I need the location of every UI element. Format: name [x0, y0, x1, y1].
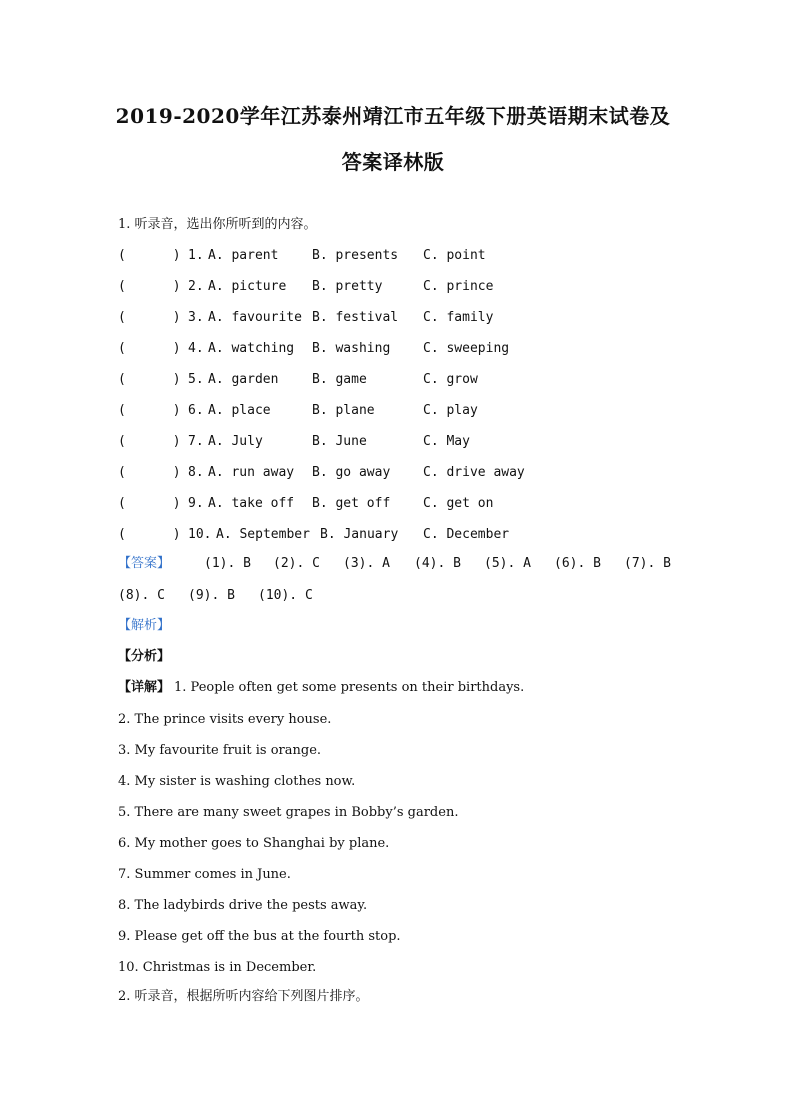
document-title-line-2: 答案译林版: [341, 150, 445, 174]
detail-sentence: 3. My favourite fruit is orange.: [118, 743, 322, 758]
option-b: B. festival: [312, 310, 399, 325]
detail-sentence: 4. My sister is washing clothes now.: [118, 774, 356, 789]
option-c: C. family: [423, 310, 494, 325]
detail-sentence: 10. Christmas is in December.: [118, 960, 317, 975]
answer-blank: ( ): [118, 434, 181, 449]
answer-blank: ( ): [118, 341, 181, 356]
detail-sentence: 8. The ladybirds drive the pests away.: [118, 898, 368, 913]
option-b: B. washing: [312, 341, 391, 356]
detail-sentence: 1. People often get some presents on their birthdays.: [174, 680, 525, 695]
item-number: 7.: [188, 434, 204, 449]
answer-item: (1). B: [204, 556, 251, 571]
fenxi-label: 【分析】: [118, 649, 171, 664]
analysis-label: 【解析】: [118, 618, 171, 633]
option-a: A. July: [208, 434, 263, 449]
option-a: A. place: [208, 403, 271, 418]
answer-blank: ( ): [118, 279, 181, 294]
option-a: A. garden: [208, 372, 279, 387]
detail-label: 【详解】: [118, 680, 171, 695]
option-c: C. May: [423, 434, 470, 449]
option-b: B. January: [320, 527, 399, 542]
option-a: A. picture: [208, 279, 287, 294]
question-2-heading: 2. 听录音，根据所听内容给下列图片排序。: [118, 989, 369, 1004]
answer-blank: ( ): [118, 372, 181, 387]
option-a: A. run away: [208, 465, 295, 480]
detail-sentence: 6. My mother goes to Shanghai by plane.: [118, 836, 390, 851]
detail-sentence: 5. There are many sweet grapes in Bobby’s garden.: [118, 805, 459, 820]
item-number: 4.: [188, 341, 204, 356]
option-c: C. December: [423, 527, 510, 542]
option-c: C. sweeping: [423, 341, 510, 356]
answer-item: (5). A: [484, 556, 531, 571]
detail-sentence: 2. The prince visits every house.: [118, 712, 332, 727]
item-number: 9.: [188, 496, 204, 511]
detail-sentence: 7. Summer comes in June.: [118, 867, 291, 882]
option-a: A. take off: [208, 496, 295, 511]
answer-item: (3). A: [343, 556, 390, 571]
document-title-line-1: 2019-2020学年江苏泰州靖江市五年级下册英语期末试卷及: [115, 104, 671, 128]
answer-blank: ( ): [118, 310, 181, 325]
option-b: B. game: [312, 372, 367, 387]
option-b: B. June: [312, 434, 367, 449]
option-b: B. plane: [312, 403, 375, 418]
item-number: 3.: [188, 310, 204, 325]
option-a: A. watching: [208, 341, 295, 356]
option-c: C. prince: [423, 279, 494, 294]
option-b: B. pretty: [312, 279, 383, 294]
question-1-heading: 1. 听录音，选出你所听到的内容。: [118, 217, 317, 232]
answer-blank: ( ): [118, 527, 181, 542]
item-number: 6.: [188, 403, 204, 418]
item-number: 2.: [188, 279, 204, 294]
option-b: B. get off: [312, 496, 391, 511]
option-b: B. go away: [312, 465, 391, 480]
option-c: C. play: [423, 403, 478, 418]
answer-item: (7). B: [624, 556, 671, 571]
answer-item: (4). B: [414, 556, 461, 571]
answer-item: (9). B: [188, 588, 235, 603]
option-c: C. drive away: [423, 465, 525, 480]
item-number: 1.: [188, 248, 204, 263]
option-c: C. grow: [423, 372, 478, 387]
option-a: A. favourite: [208, 310, 302, 325]
answer-blank: ( ): [118, 248, 181, 263]
answer-item: (6). B: [554, 556, 601, 571]
answer-blank: ( ): [118, 496, 181, 511]
detail-sentence: 9. Please get off the bus at the fourth stop.: [118, 929, 401, 944]
answer-item: (2). C: [273, 556, 320, 571]
answer-blank: ( ): [118, 403, 181, 418]
item-number: 5.: [188, 372, 204, 387]
option-b: B. presents: [312, 248, 399, 263]
item-number: 10.: [188, 527, 212, 542]
answer-item: (8). C: [118, 588, 165, 603]
option-a: A. parent: [208, 248, 279, 263]
item-number: 8.: [188, 465, 204, 480]
option-a: A. September: [216, 527, 310, 542]
option-c: C. point: [423, 248, 486, 263]
answer-item: (10). C: [258, 588, 313, 603]
answer-blank: ( ): [118, 465, 181, 480]
answer-label: 【答案】: [118, 556, 171, 571]
option-c: C. get on: [423, 496, 494, 511]
